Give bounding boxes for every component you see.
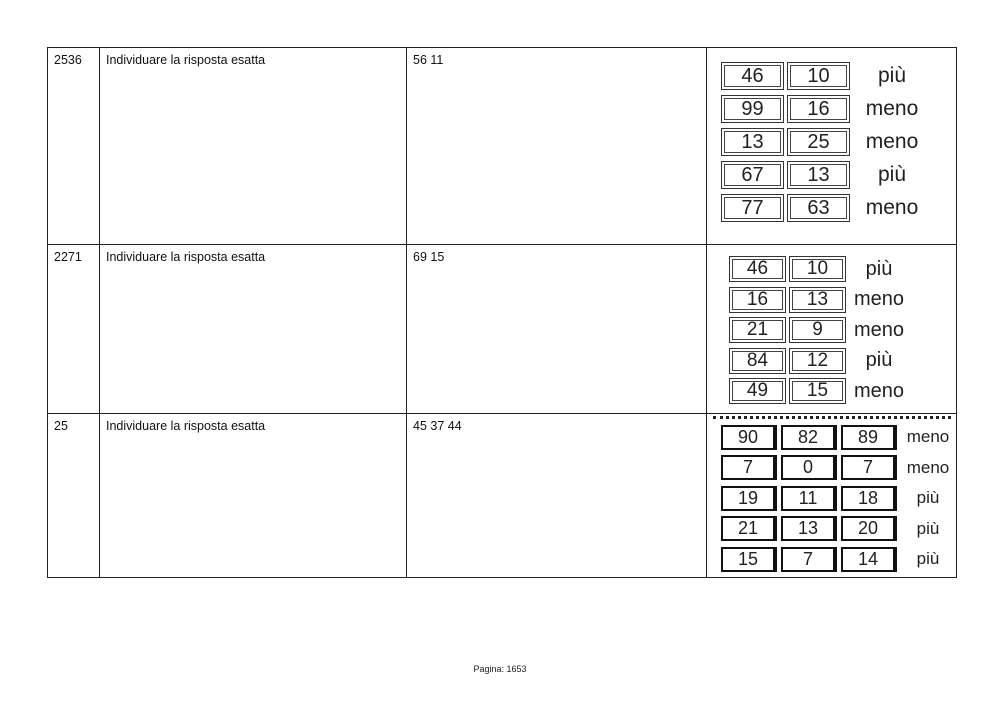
number-box: 49 <box>729 378 786 404</box>
number-box: 13 <box>781 516 837 541</box>
table-row <box>48 245 957 414</box>
number-box: 0 <box>781 455 837 480</box>
grid-row <box>729 315 907 346</box>
comparison-word: più <box>916 549 940 569</box>
number-box: 7 <box>721 455 777 480</box>
number-box: 12 <box>789 348 846 374</box>
question-id: 2536 <box>48 48 100 245</box>
grid-row <box>729 376 907 407</box>
grid-row <box>721 92 927 125</box>
comparison-word: più <box>916 518 940 538</box>
table-row <box>48 48 957 245</box>
puzzle-image-cell <box>707 48 957 245</box>
comparison-word: meno <box>865 96 919 120</box>
puzzle-grid <box>721 59 927 224</box>
comparison-word: meno <box>853 379 905 402</box>
number-box: 77 <box>721 194 784 222</box>
comparison-word: meno <box>853 318 905 341</box>
comparison-word: più <box>865 349 893 372</box>
number-box: 15 <box>789 378 846 404</box>
question-text: Individuare la risposta esatta <box>100 245 407 414</box>
number-box: 7 <box>841 455 897 480</box>
grid-row <box>721 544 954 575</box>
number-box: 13 <box>721 128 784 156</box>
answer-text: 56 11 <box>407 48 707 245</box>
number-box: 21 <box>721 516 777 541</box>
table-row <box>48 414 957 578</box>
answer-text: 45 37 44 <box>407 414 707 578</box>
number-box: 13 <box>787 161 850 189</box>
comparison-word: meno <box>865 129 919 153</box>
number-box: 89 <box>841 425 897 450</box>
puzzle-grid <box>721 422 954 575</box>
number-box: 13 <box>789 287 846 313</box>
comparison-word: più <box>877 63 907 87</box>
number-box: 16 <box>729 287 786 313</box>
question-text: Individuare la risposta esatta <box>100 48 407 245</box>
number-box: 25 <box>787 128 850 156</box>
grid-row <box>721 125 927 158</box>
number-box: 90 <box>721 425 777 450</box>
puzzle-grid <box>729 254 907 407</box>
grid-row <box>729 254 907 285</box>
dotted-border <box>713 416 951 419</box>
number-box: 9 <box>789 317 846 343</box>
number-box: 46 <box>729 256 786 282</box>
number-box: 19 <box>721 486 777 511</box>
answer-text: 69 15 <box>407 245 707 414</box>
comparison-word: più <box>916 488 940 508</box>
question-id: 25 <box>48 414 100 578</box>
number-box: 82 <box>781 425 837 450</box>
puzzle-image-cell <box>707 245 957 414</box>
comparison-word: più <box>877 162 907 186</box>
comparison-word: meno <box>906 427 950 447</box>
grid-row <box>721 158 927 191</box>
grid-row <box>721 191 927 224</box>
number-box: 14 <box>841 547 897 572</box>
grid-row <box>721 514 954 545</box>
comparison-word: più <box>865 257 893 280</box>
number-box: 21 <box>729 317 786 343</box>
number-box: 16 <box>787 95 850 123</box>
number-box: 10 <box>789 256 846 282</box>
number-box: 18 <box>841 486 897 511</box>
grid-row <box>729 285 907 316</box>
grid-row <box>729 346 907 377</box>
questions-table <box>47 47 957 578</box>
comparison-word: meno <box>906 457 950 477</box>
question-text: Individuare la risposta esatta <box>100 414 407 578</box>
number-box: 99 <box>721 95 784 123</box>
puzzle-image-cell <box>707 414 957 578</box>
number-box: 84 <box>729 348 786 374</box>
page-number: Pagina: 1653 <box>473 664 527 674</box>
number-box: 67 <box>721 161 784 189</box>
grid-row <box>721 59 927 92</box>
number-box: 63 <box>787 194 850 222</box>
number-box: 7 <box>781 547 837 572</box>
question-id: 2271 <box>48 245 100 414</box>
number-box: 10 <box>787 62 850 90</box>
number-box: 46 <box>721 62 784 90</box>
grid-row <box>721 483 954 514</box>
comparison-word: meno <box>853 288 905 311</box>
number-box: 20 <box>841 516 897 541</box>
grid-row <box>721 453 954 484</box>
comparison-word: meno <box>865 195 919 219</box>
grid-row <box>721 422 954 453</box>
number-box: 15 <box>721 547 777 572</box>
number-box: 11 <box>781 486 837 511</box>
